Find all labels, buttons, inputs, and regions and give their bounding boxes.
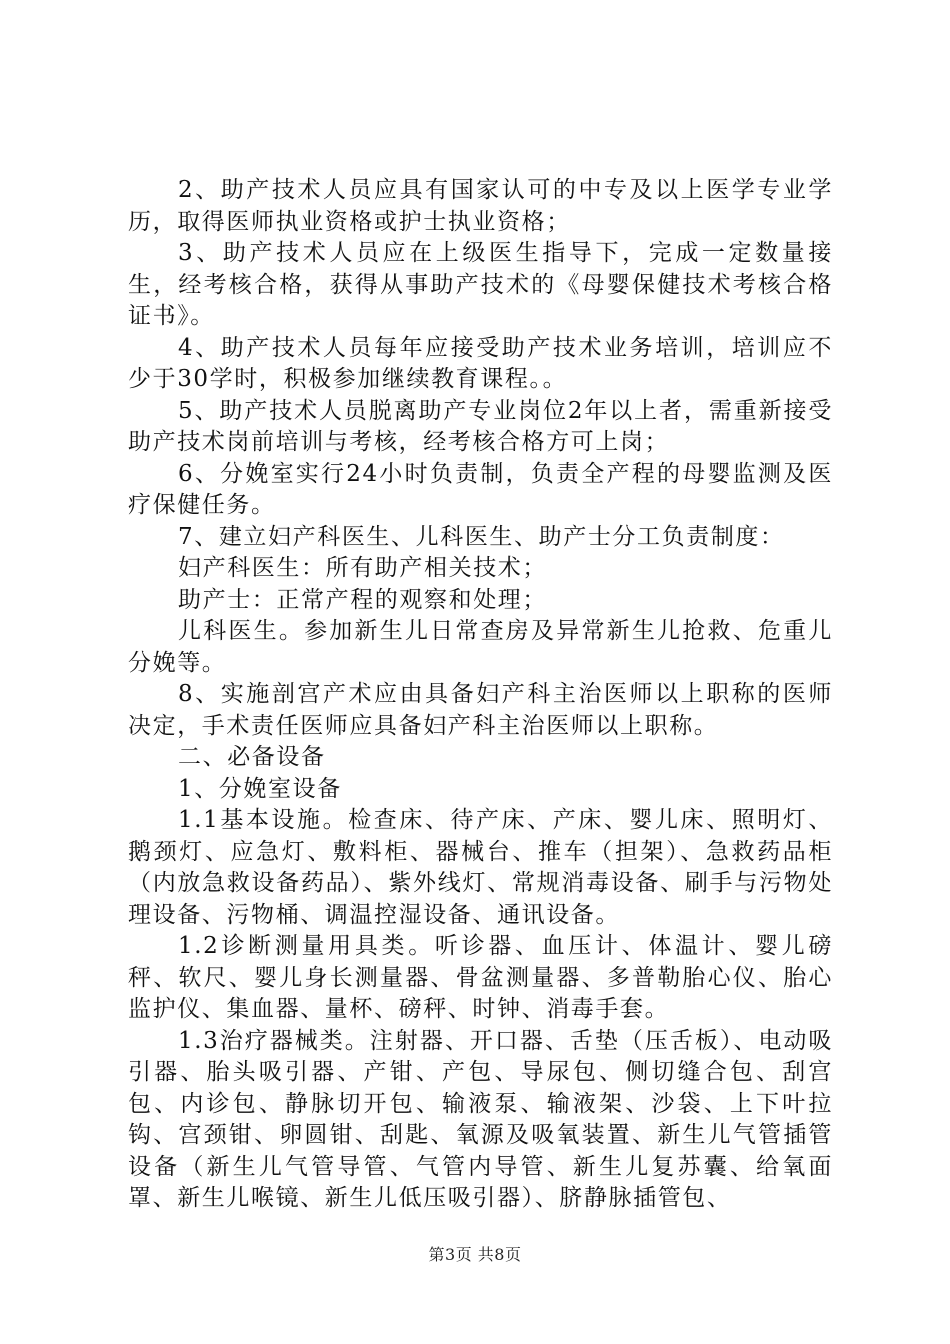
paragraph-midwife: 助产士：正常产程的观察和处理； bbox=[178, 586, 547, 613]
paragraph-item-6: 6、分娩室实行24小时负责制，负责全产程的母婴监测及医疗保健任务。 bbox=[128, 460, 833, 518]
paragraph-item-2: 2、助产技术人员应具有国家认可的中专及以上医学专业学历，取得医师执业资格或护士执业资格； bbox=[128, 177, 833, 235]
paragraph-item-5: 5、助产技术人员脱离助产专业岗位2年以上者，需重新接受助产技术岗前培训与考核，经考核合格方可上岗； bbox=[128, 397, 833, 455]
paragraph-1-3-treatment-instruments: 1.3治疗器械类。注射器、开口器、舌垫（压舌板）、电动吸引器、胎头吸引器、产钳、产包、导尿包、侧切缝合包、刮宫包、内诊包、静脉切开包、输液泵、输液架、沙袋、上下叶拉钩、宫颈钳、卵圆钳、刮匙、氧源及吸氧装置、新生儿气管插管设备（新生儿气管导管、气管内导管、新生儿复苏囊、给氧面罩、新生儿喉镜、新生儿低压吸引器）、脐静脉插管包、 bbox=[128, 1027, 833, 1211]
section-heading-equipment: 二、必备设备 bbox=[178, 744, 326, 770]
document-body bbox=[128, 175, 833, 1215]
page-number-footer: 第3页 共8页 bbox=[428, 1245, 522, 1264]
paragraph-obstetrician: 妇产科医生：所有助产相关技术； bbox=[178, 555, 547, 581]
paragraph-1-1-basic-facilities: 1.1基本设施。检查床、待产床、产床、婴儿床、照明灯、鹅颈灯、应急灯、敷料柜、器械台、推车（担架）、急救药品柜（内放急救设备药品）、紫外线灯、常规消毒设备、刷手与污物处理设备、污物桶、调温控湿设备、通讯设备。 bbox=[128, 807, 833, 928]
paragraph-item-7: 7、建立妇产科医生、儿科医生、助产士分工负责制度： bbox=[178, 523, 785, 550]
paragraph-pediatrician: 儿科医生。参加新生儿日常查房及异常新生儿抢救、危重儿分娩等。 bbox=[128, 618, 833, 676]
paragraph-item-8: 8、实施剖宫产术应由具备妇产科主治医师以上职称的医师决定，手术责任医师应具备妇产科主治医师以上职称。 bbox=[128, 681, 833, 739]
paragraph-item-4: 4、助产技术人员每年应接受助产技术业务培训，培训应不少于30学时，积极参加继续教育课程。。 bbox=[128, 334, 833, 392]
paragraph-1-2-diagnostic-tools: 1.2诊断测量用具类。听诊器、血压计、体温计、婴儿磅秤、软尺、婴儿身长测量器、骨盆测量器、多普勒胎心仪、胎心监护仪、集血器、量杯、磅秤、时钟、消毒手套。 bbox=[128, 933, 833, 1022]
paragraph-item-3: 3、助产技术人员应在上级医生指导下，完成一定数量接生，经考核合格，获得从事助产技术的《母婴保健技术考核合格证书》。 bbox=[128, 240, 833, 329]
subsection-heading-delivery-room: 1、分娩室设备 bbox=[178, 775, 342, 802]
